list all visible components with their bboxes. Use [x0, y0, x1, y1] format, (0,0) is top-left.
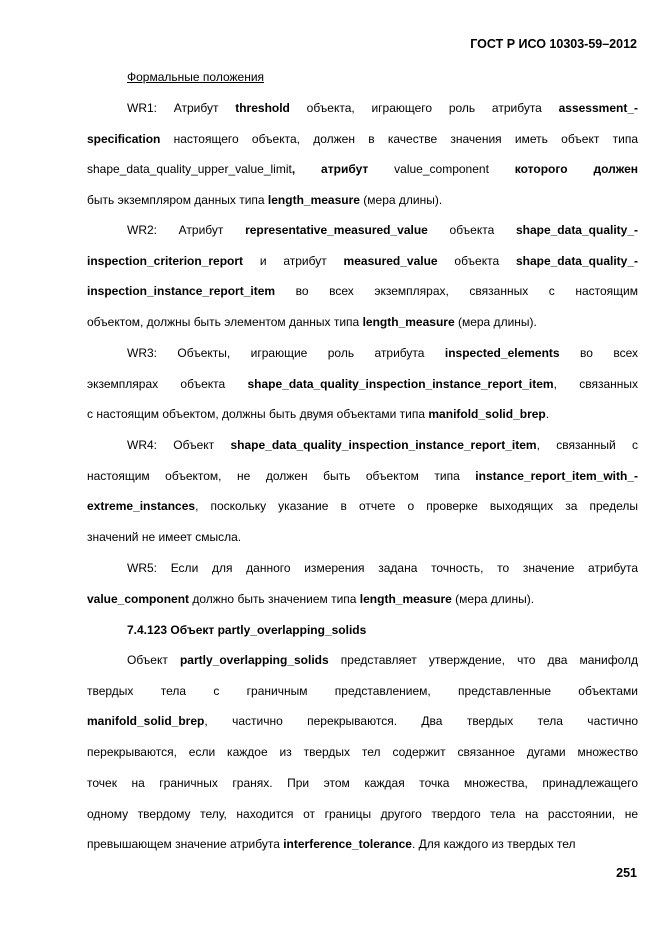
text-line: [127, 345, 638, 361]
text-run: настоящим объектом, не должен быть объектом типа: [87, 468, 476, 483]
text-run: твердых тела с граничным представлением, представленные объектами: [87, 683, 638, 698]
text-line: [87, 376, 638, 392]
text-run: быть экземпляром данных типа: [87, 193, 268, 208]
term: shape_data_quality_-: [515, 223, 638, 237]
term: manifold_solid_brep: [428, 407, 546, 422]
text-run: представляет утверждение, что два манифолд: [328, 653, 639, 667]
text-run: WR4: Объект: [127, 438, 231, 452]
term: length_measure: [362, 315, 455, 330]
text-run: WR5: Если для данного измерения задана точность, то значение атрибута: [127, 561, 638, 575]
subsection-heading: 7.4.123 Объект partly_overlapping_solids: [127, 623, 367, 637]
term: которого должен: [488, 162, 638, 177]
term: length_measure: [359, 591, 452, 606]
text-run: , связанный с: [536, 438, 639, 452]
text-run: точек на граничных гранях. При этом каждая точка множества, принадлежащего: [87, 775, 638, 790]
text-line: [87, 314, 638, 330]
text-run: во всех: [559, 346, 639, 360]
text-line: [87, 468, 638, 484]
term: length_measure: [267, 193, 360, 208]
term: threshold: [235, 101, 290, 115]
text-line: [87, 713, 638, 729]
text-line: [127, 222, 638, 238]
text-line: [87, 253, 638, 269]
text-run: (мера длины).: [359, 193, 443, 208]
text-run: перекрываются, если каждое из твердых тел содержит связанное дугами множество: [87, 745, 638, 760]
term: specification: [87, 131, 161, 146]
text-run: настоящего объекта, должен в качестве значения иметь объект типа: [160, 131, 638, 146]
term: inspected_elements: [444, 346, 560, 360]
term: instance_report_item_with_-: [475, 468, 638, 483]
page-header: ГОСТ Р ИСО 10303-59–2012: [470, 37, 637, 51]
text-line: [127, 560, 638, 576]
text-line: [87, 283, 638, 299]
text-run: во всех экземплярах, связанных с настоящим: [275, 284, 638, 299]
text-line: [87, 806, 638, 822]
term: inspection_criterion_report: [87, 253, 244, 268]
text-run: , связанных: [553, 376, 638, 391]
text-line: [87, 836, 638, 852]
text-run: value_component: [394, 162, 489, 177]
text-run: , поскольку указание в отчете о проверке выходящих за пределы: [195, 499, 638, 514]
text-run: одному твердому телу, находится от границы другого твердого тела на расстоянии, не: [87, 806, 638, 821]
text-run: (мера длины).: [454, 315, 537, 330]
text-run: превышающем значение атрибута: [87, 837, 284, 852]
text-run: объекта, играющего роль атрибута: [289, 101, 559, 115]
term: representative_measured_value: [245, 223, 428, 237]
term: shape_data_quality_-: [515, 253, 638, 268]
term: interference_tolerance: [283, 837, 412, 852]
text-line: [87, 406, 638, 422]
text-run: WR3: Объекты, играющие роль атрибута: [127, 346, 445, 360]
text-run: .: [545, 407, 550, 422]
term: value_component: [87, 591, 190, 606]
text-line: [87, 161, 638, 177]
term: extreme_instances: [87, 499, 196, 514]
text-line: [127, 100, 638, 116]
text-run: объекта: [437, 253, 516, 268]
text-run: . Для каждого из твердых тел: [411, 837, 576, 852]
text-line: [87, 192, 638, 208]
text-run: экземплярах объекта: [87, 376, 248, 391]
term: manifold_solid_brep: [87, 714, 205, 729]
term: measured_value: [343, 253, 438, 268]
term: shape_data_quality_inspection_instance_report_item: [247, 376, 554, 391]
text-line: [127, 437, 638, 453]
text-line: [87, 131, 638, 147]
term: , атрибут: [291, 162, 395, 177]
text-run: должно быть значением типа: [189, 591, 360, 606]
section-title: Формальные положения: [127, 70, 265, 84]
text-line: [87, 744, 638, 760]
text-run: объектом, должны быть элементом данных типа: [87, 315, 363, 330]
page-number: 251: [616, 866, 637, 880]
text-line: [87, 591, 638, 607]
text-run: с настоящим объектом, должны быть двумя объектами типа: [87, 407, 429, 422]
text-run: WR2: Атрибут: [127, 223, 246, 237]
text-run: и атрибут: [243, 253, 344, 268]
text-run: Объект: [127, 653, 180, 667]
term: partly_overlapping_solids: [179, 653, 329, 667]
term: assessment_-: [558, 101, 638, 115]
text-line: [87, 498, 638, 514]
text-run: (мера длины).: [451, 591, 535, 606]
text-run: объекта: [427, 223, 516, 237]
text-line: [127, 652, 638, 668]
text-line: [87, 775, 638, 791]
term: inspection_instance_report_item: [87, 284, 276, 299]
text-line: [87, 683, 638, 699]
text-run: WR1: Атрибут: [127, 101, 236, 115]
text-run: , частично перекрываются. Два твердых тела частично: [204, 714, 638, 729]
term: shape_data_quality_inspection_instance_report_item: [230, 438, 537, 452]
text-line: [87, 529, 638, 545]
text-run: значений не имеет смысла.: [87, 530, 242, 545]
text-run: shape_data_quality_upper_value_limit: [87, 162, 292, 177]
